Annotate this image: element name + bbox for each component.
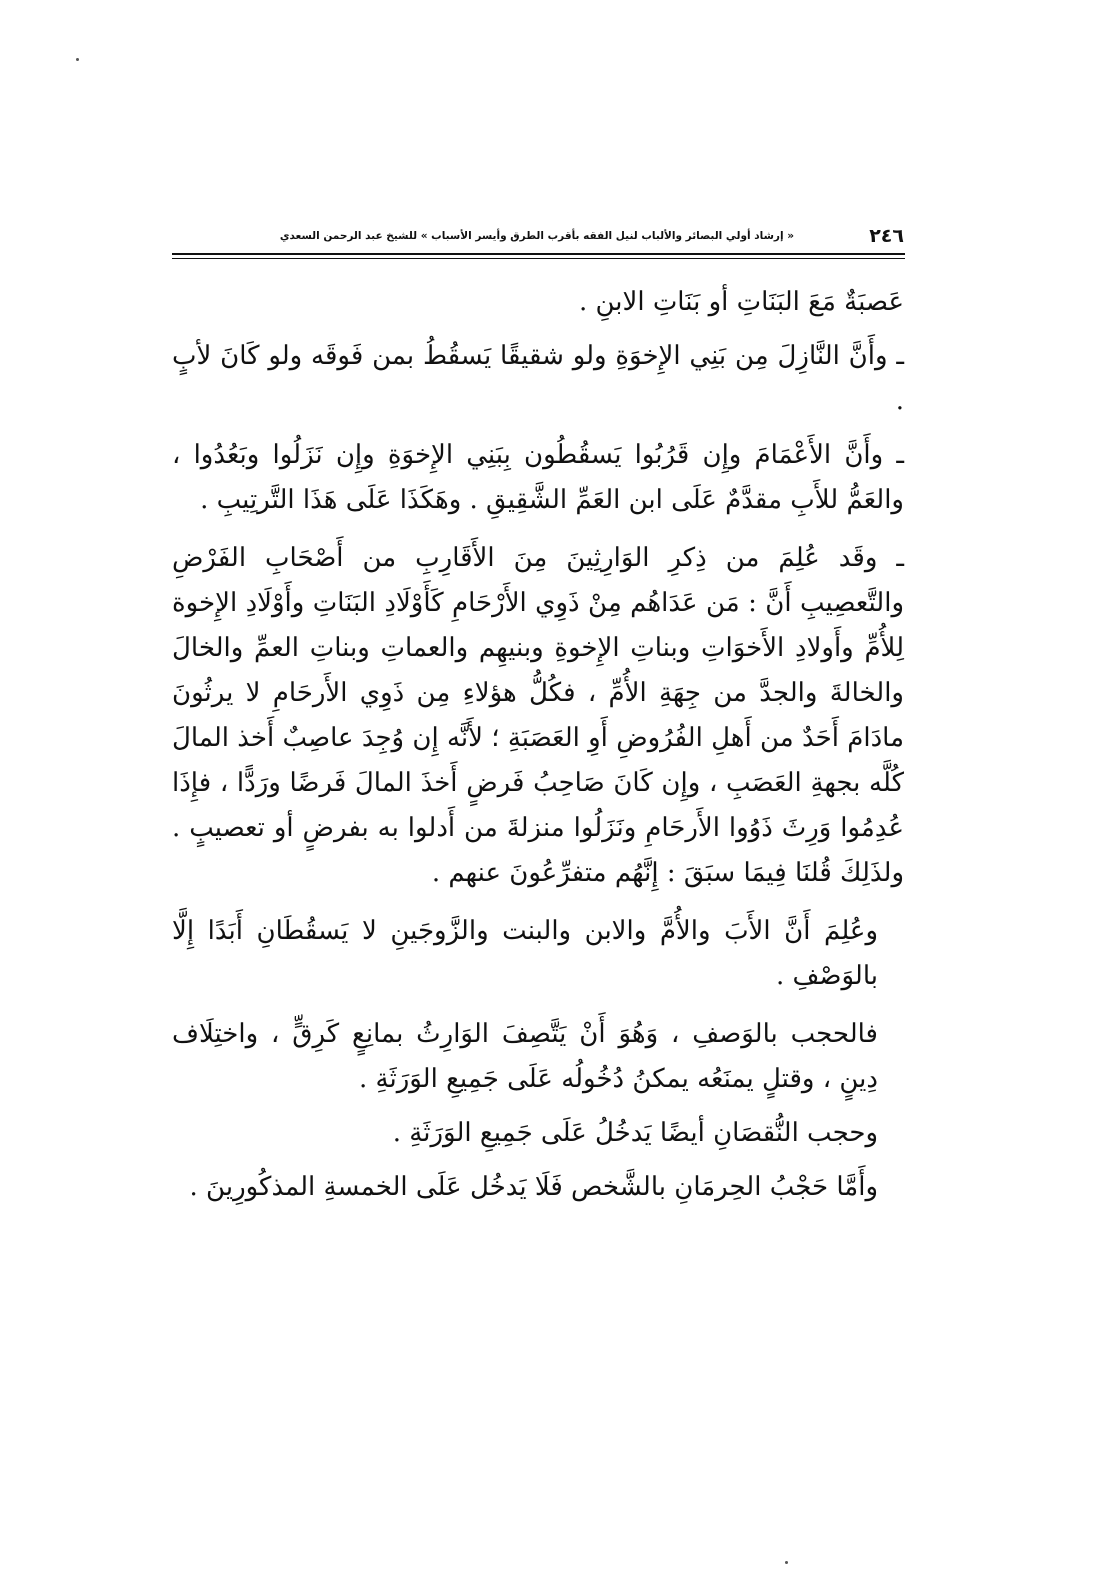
running-header	[172, 222, 904, 252]
paragraph: ـ وأَنَّ الأَعْمَامَ وإِن قَرُبُوا يَسقُطُون بِبَنِي الإِخوَةِ وإِن نَزَلُوا وبَعُدُوا ، والعَمُّ للأَبِ مقدَّمٌ عَلَى ابن العَمِّ الشَّقِيقِ . وهَكَذَا عَلَى هَذَا التَّرتِيبِ .	[172, 440, 904, 515]
paragraph: فالحجب بالوَصفِ ، وَهُوَ أَنْ يَتَّصِفَ الوَارِثُ بمانِعٍ كَرِقٍّ ، واختِلَاف دِينٍ ، وقتلٍ يمنَعُه يمكنُ دُخُولُه عَلَى جَمِيعِ الوَرَثَةِ .	[172, 1019, 878, 1094]
paragraph: وأَمَّا حَجْبُ الحِرمَانِ بالشَّخص فَلَا يَدخُل عَلَى الخمسةِ المذكُورِينَ .	[189, 1172, 878, 1202]
scan-speck	[76, 58, 79, 61]
page-body	[172, 280, 904, 1210]
scan-speck	[785, 1561, 788, 1564]
page-number: ٢٤٦	[869, 225, 904, 247]
paragraph: عَصبَةٌ مَعَ البَنَاتِ أو بَنَاتِ الابنِ .	[578, 287, 904, 317]
paragraph: وحجب النُّقصَانِ أيضًا يَدخُلُ عَلَى جَمِيعِ الوَرَثَةِ .	[392, 1118, 878, 1148]
book-title-header: « إرشاد أولي البصائر والألباب لنيل الفقه بأقرب الطرق وأيسر الأسباب » للشيخ عبد الرحمن السعدي	[279, 230, 794, 242]
paragraph: ـ وقَد عُلِمَ من ذِكرِ الوَارِثِينَ مِنَ الأَقَارِبِ من أَصْحَابِ الفَرْضِ والتَّعصِيبِ أَنَّ : مَن عَدَاهُم مِنْ ذَوِي الأَرْحَامِ كَأَوْلَادِ البَنَاتِ وأَوْلَادِ الإِخوة لِلأُمِّ وأَولادِ الأَخوَاتِ وبناتِ الإِخوةِ وبنيهِم والعماتِ وبناتِ العمِّ والخالَ والخالةَ والجدَّ من جِهَةِ الأُمِّ ، فكُلُّ هؤلاءِ مِن ذَوِي الأَرحَامِ لا يرثُونَ مادَامَ أَحَدٌ من أَهلِ الفُرُوضِ أَوِ العَصَبَةِ ؛ لأَنَّه إِن وُجِدَ عاصِبٌ أَخذ المالَ كُلَّه بجهةِ العَصَبِ ، وإِن كَانَ صَاحِبُ فَرضٍ أَخذَ المالَ فَرضًا ورَدًّا ، فإِذَا عُدِمُوا وَرِثَ ذَوُوا الأَرحَامِ ونَزَلُوا منزلةَ من أَدلوا به بفرضٍ أو تعصيبٍ . ولذَلِكَ قُلنَا فِيمَا سبَقَ : إِنَّهُم متفرِّعُونَ عنهم .	[172, 543, 904, 888]
paragraph: وعُلِمَ أَنَّ الأَبَ والأُمَّ والابن والبنت والزَّوجَينِ لا يَسقُطَانِ أَبَدًا إِلَّا بالوَصْفِ .	[172, 916, 878, 991]
paragraph: ـ وأَنَّ النَّازِلَ مِن بَنِي الإِخوَةِ ولو شقيقًا يَسقُطُ بمن فَوقَه ولو كَانَ لأبٍ .	[172, 341, 904, 416]
header-rule	[172, 253, 905, 255]
header-rule-thin	[172, 258, 905, 259]
